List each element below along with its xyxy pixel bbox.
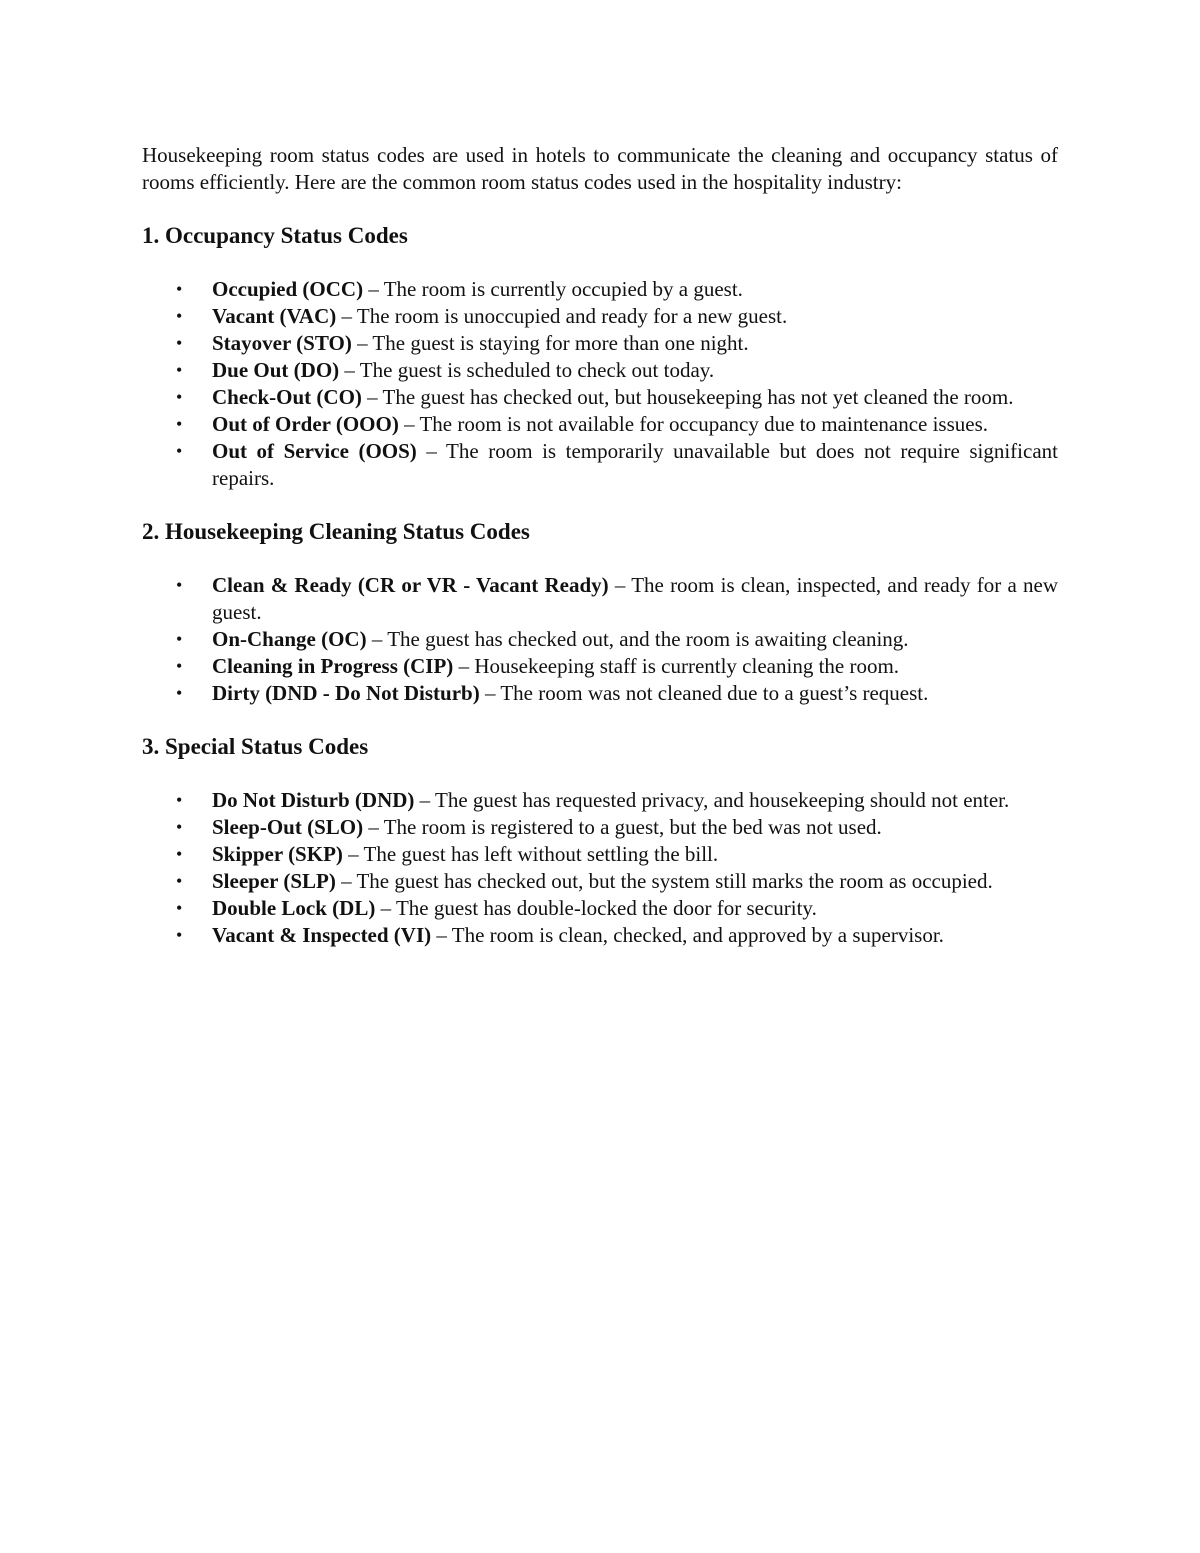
bullet-icon: • xyxy=(176,817,183,837)
list-item xyxy=(142,680,1058,707)
status-term: Cleaning in Progress (CIP) xyxy=(212,654,454,678)
list-item xyxy=(142,438,1058,492)
list-item xyxy=(142,787,1058,814)
document-body xyxy=(142,142,1058,949)
status-term: Clean & Ready (CR or VR - Vacant Ready) xyxy=(212,573,609,597)
list-item xyxy=(142,626,1058,653)
status-description: – The guest has double-locked the door for security. xyxy=(375,896,817,920)
status-description: – The guest is scheduled to check out today. xyxy=(339,358,715,382)
status-description: – Housekeeping staff is currently cleaning the room. xyxy=(453,654,900,678)
status-description: – The room is temporarily unavailable but does not require significant repairs. xyxy=(212,439,1058,490)
status-term: Vacant & Inspected (VI) xyxy=(212,923,432,947)
status-description: – The room is unoccupied and ready for a new guest. xyxy=(336,304,788,328)
status-term: Out of Service (OOS) xyxy=(212,439,417,463)
bullet-icon: • xyxy=(176,871,183,891)
bullet-icon: • xyxy=(176,898,183,918)
status-term: Do Not Disturb (DND) xyxy=(212,788,415,812)
list-item xyxy=(142,411,1058,438)
status-description: – The room is not available for occupancy due to maintenance issues. xyxy=(398,412,989,436)
status-term: Out of Order (OOO) xyxy=(212,412,399,436)
bullet-icon: • xyxy=(176,575,183,595)
bullet-icon: • xyxy=(176,333,183,353)
list-item xyxy=(142,653,1058,680)
status-description: – The guest has checked out, but the system still marks the room as occupied. xyxy=(335,869,993,893)
list-item xyxy=(142,895,1058,922)
status-description: – The guest has checked out, and the room is awaiting cleaning. xyxy=(366,627,909,651)
list-item xyxy=(142,330,1058,357)
bullet-icon: • xyxy=(176,790,183,810)
cleaning-status-list xyxy=(142,572,1058,707)
bullet-icon: • xyxy=(176,629,183,649)
list-item xyxy=(142,572,1058,626)
status-description: – The guest has checked out, but housekeeping has not yet cleaned the room. xyxy=(361,385,1014,409)
list-item xyxy=(142,814,1058,841)
status-description: – The room is clean, checked, and approved by a supervisor. xyxy=(431,923,944,947)
status-term: Stayover (STO) xyxy=(212,331,352,355)
list-item xyxy=(142,384,1058,411)
bullet-icon: • xyxy=(176,306,183,326)
status-term: Double Lock (DL) xyxy=(212,896,376,920)
status-term: Due Out (DO) xyxy=(212,358,340,382)
list-item xyxy=(142,868,1058,895)
occupancy-status-list xyxy=(142,276,1058,492)
status-term: Sleeper (SLP) xyxy=(212,869,336,893)
bullet-icon: • xyxy=(176,844,183,864)
bullet-icon: • xyxy=(176,387,183,407)
status-description: – The room is currently occupied by a guest. xyxy=(363,277,743,301)
status-term: Skipper (SKP) xyxy=(212,842,343,866)
list-item xyxy=(142,357,1058,384)
status-term: Dirty (DND - Do Not Disturb) xyxy=(212,681,480,705)
status-description: – The room is clean, inspected, and ready for a new guest. xyxy=(212,573,1058,624)
status-description: – The guest is staying for more than one night. xyxy=(351,331,749,355)
status-term: On-Change (OC) xyxy=(212,627,367,651)
bullet-icon: • xyxy=(176,414,183,434)
list-item xyxy=(142,922,1058,949)
bullet-icon: • xyxy=(176,683,183,703)
status-description: – The guest has left without settling the bill. xyxy=(342,842,719,866)
status-term: Occupied (OCC) xyxy=(212,277,364,301)
intro-paragraph: Housekeeping room status codes are used in hotels to communicate the cleaning and occupancy status of rooms efficiently. Here are the common room status codes used in the hospitality industry: xyxy=(142,143,1058,194)
section-heading-occupancy: 1. Occupancy Status Codes xyxy=(142,223,408,248)
bullet-icon: • xyxy=(176,656,183,676)
bullet-icon: • xyxy=(176,925,183,945)
status-description: – The room is registered to a guest, but the bed was not used. xyxy=(363,815,882,839)
section-heading-cleaning: 2. Housekeeping Cleaning Status Codes xyxy=(142,519,530,544)
list-item xyxy=(142,303,1058,330)
status-term: Check-Out (CO) xyxy=(212,385,362,409)
bullet-icon: • xyxy=(176,441,183,461)
status-term: Vacant (VAC) xyxy=(212,304,337,328)
status-description: – The guest has requested privacy, and housekeeping should not enter. xyxy=(414,788,1010,812)
status-term: Sleep-Out (SLO) xyxy=(212,815,364,839)
list-item xyxy=(142,841,1058,868)
bullet-icon: • xyxy=(176,360,183,380)
section-heading-special: 3. Special Status Codes xyxy=(142,734,369,759)
status-description: – The room was not cleaned due to a guest’s request. xyxy=(479,681,929,705)
bullet-icon: • xyxy=(176,279,183,299)
special-status-list xyxy=(142,787,1058,949)
list-item xyxy=(142,276,1058,303)
